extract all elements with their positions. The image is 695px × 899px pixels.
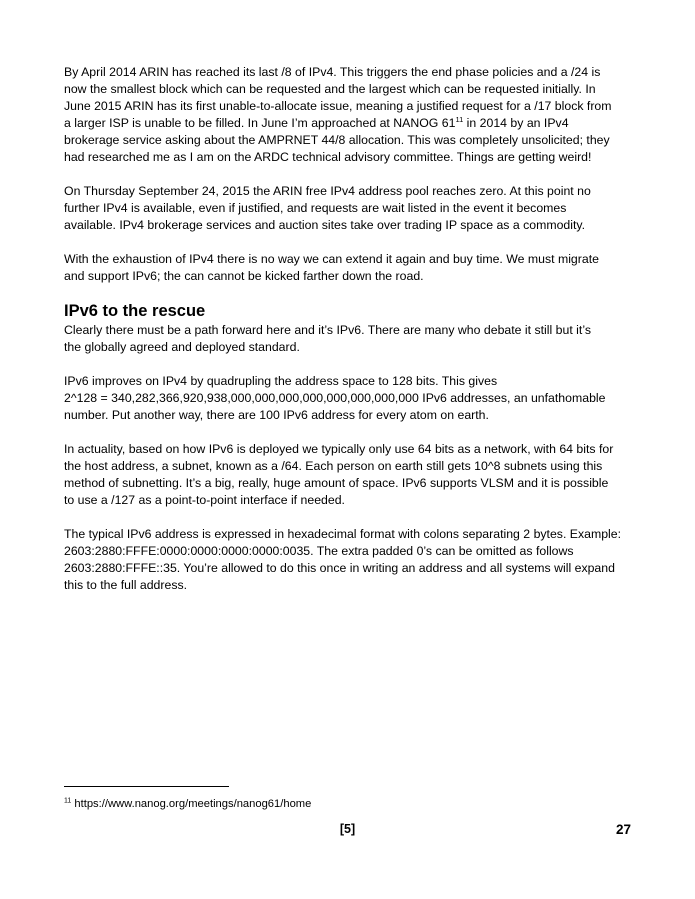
- paragraph-pool-exhausted: [64, 183, 636, 234]
- text-line: the globally agreed and deployed standard.: [64, 340, 300, 354]
- text-line: 2^128 = 340,282,366,920,938,000,000,000,000,000,000,000,000 IPv6 addresses, an unfathomable: [64, 391, 606, 405]
- paragraph-subnetting: [64, 441, 636, 509]
- footnote-divider: [64, 786, 229, 787]
- text-line: Clearly there must be a path forward here and it’s IPv6. There are many who debate it still but it’s: [64, 323, 591, 337]
- text-line: further IPv4 is available, even if justified, and requests are wait listed in the event it becomes: [64, 201, 567, 215]
- text-line: the host address, a subnet, known as a /64. Each person on earth still gets 10^8 subnets using this: [64, 459, 603, 473]
- text-line: The typical IPv6 address is expressed in hexadecimal format with colons separating 2 bytes. Example:: [64, 527, 622, 541]
- text-line-suffix: in 2014 by an IPv4: [463, 116, 569, 130]
- text-line: had researched me as I am on the ARDC technical advisory committee. Things are getting weird!: [64, 150, 592, 164]
- text-line: this to the full address.: [64, 578, 188, 592]
- text-line: IPv6 improves on IPv4 by quadrupling the address space to 128 bits. This gives: [64, 374, 498, 388]
- paragraph-must-migrate: [64, 251, 636, 285]
- text-line: available. IPv4 brokerage services and auction sites take over trading IP space as a commodity.: [64, 218, 586, 232]
- footnote-number: 11: [64, 797, 72, 805]
- text-line: to use a /127 as a point-to-point interface if needed.: [64, 493, 345, 507]
- text-line: 2603:2880:FFFE:0000:0000:0000:0000:0035. The extra padded 0’s can be omitted as follows: [64, 544, 574, 558]
- text-line: and support IPv6; the can cannot be kicked farther down the road.: [64, 269, 424, 283]
- footnote: [64, 797, 311, 811]
- text-line: number. Put another way, there are 100 IPv6 address for every atom on earth.: [64, 408, 489, 422]
- body-text-top: [64, 64, 636, 285]
- page-number: 27: [615, 822, 631, 837]
- text-line: In actuality, based on how IPv6 is deployed we typically only use 64 bits as a network, with 64 bits for: [64, 442, 614, 456]
- body-text-bottom: [64, 322, 636, 594]
- text-line: now the smallest block which can be requested and the largest which can be requested initially. In: [64, 82, 596, 96]
- text-line: brokerage service asking about the AMPRNET 44/8 allocation. This was completely unsolicited; they: [64, 133, 610, 147]
- text-line: With the exhaustion of IPv4 there is no way we can extend it again and buy time. We must migrate: [64, 252, 599, 266]
- paragraph-arin-last-8: [64, 64, 636, 166]
- footnote-reference: 11: [455, 114, 464, 124]
- text-line: a larger ISP is unable to be filled. In June I’m approached at NANOG 61: [64, 116, 456, 130]
- footer-section-marker: [5]: [339, 822, 356, 836]
- text-line: 2603:2880:FFFE::35. You’re allowed to do this once in writing an address and all systems will expand: [64, 561, 615, 575]
- text-line: On Thursday September 24, 2015 the ARIN free IPv4 address pool reaches zero. At this point no: [64, 184, 591, 198]
- paragraph-address-space: [64, 373, 636, 424]
- section-heading: IPv6 to the rescue: [64, 302, 206, 320]
- paragraph-address-format: [64, 526, 636, 594]
- footnote-link[interactable]: https://www.nanog.org/meetings/nanog61/home: [71, 798, 312, 810]
- text-line: June 2015 ARIN has its first unable-to-allocate issue, meaning a justified request for a /17 block from: [64, 99, 612, 113]
- paragraph-path-forward: [64, 322, 636, 356]
- text-line: By April 2014 ARIN has reached its last /8 of IPv4. This triggers the end phase policies and a /24 is: [64, 65, 601, 79]
- text-line: method of subnetting. It’s a big, really, huge amount of space. IPv6 supports VLSM and it is possible: [64, 476, 609, 490]
